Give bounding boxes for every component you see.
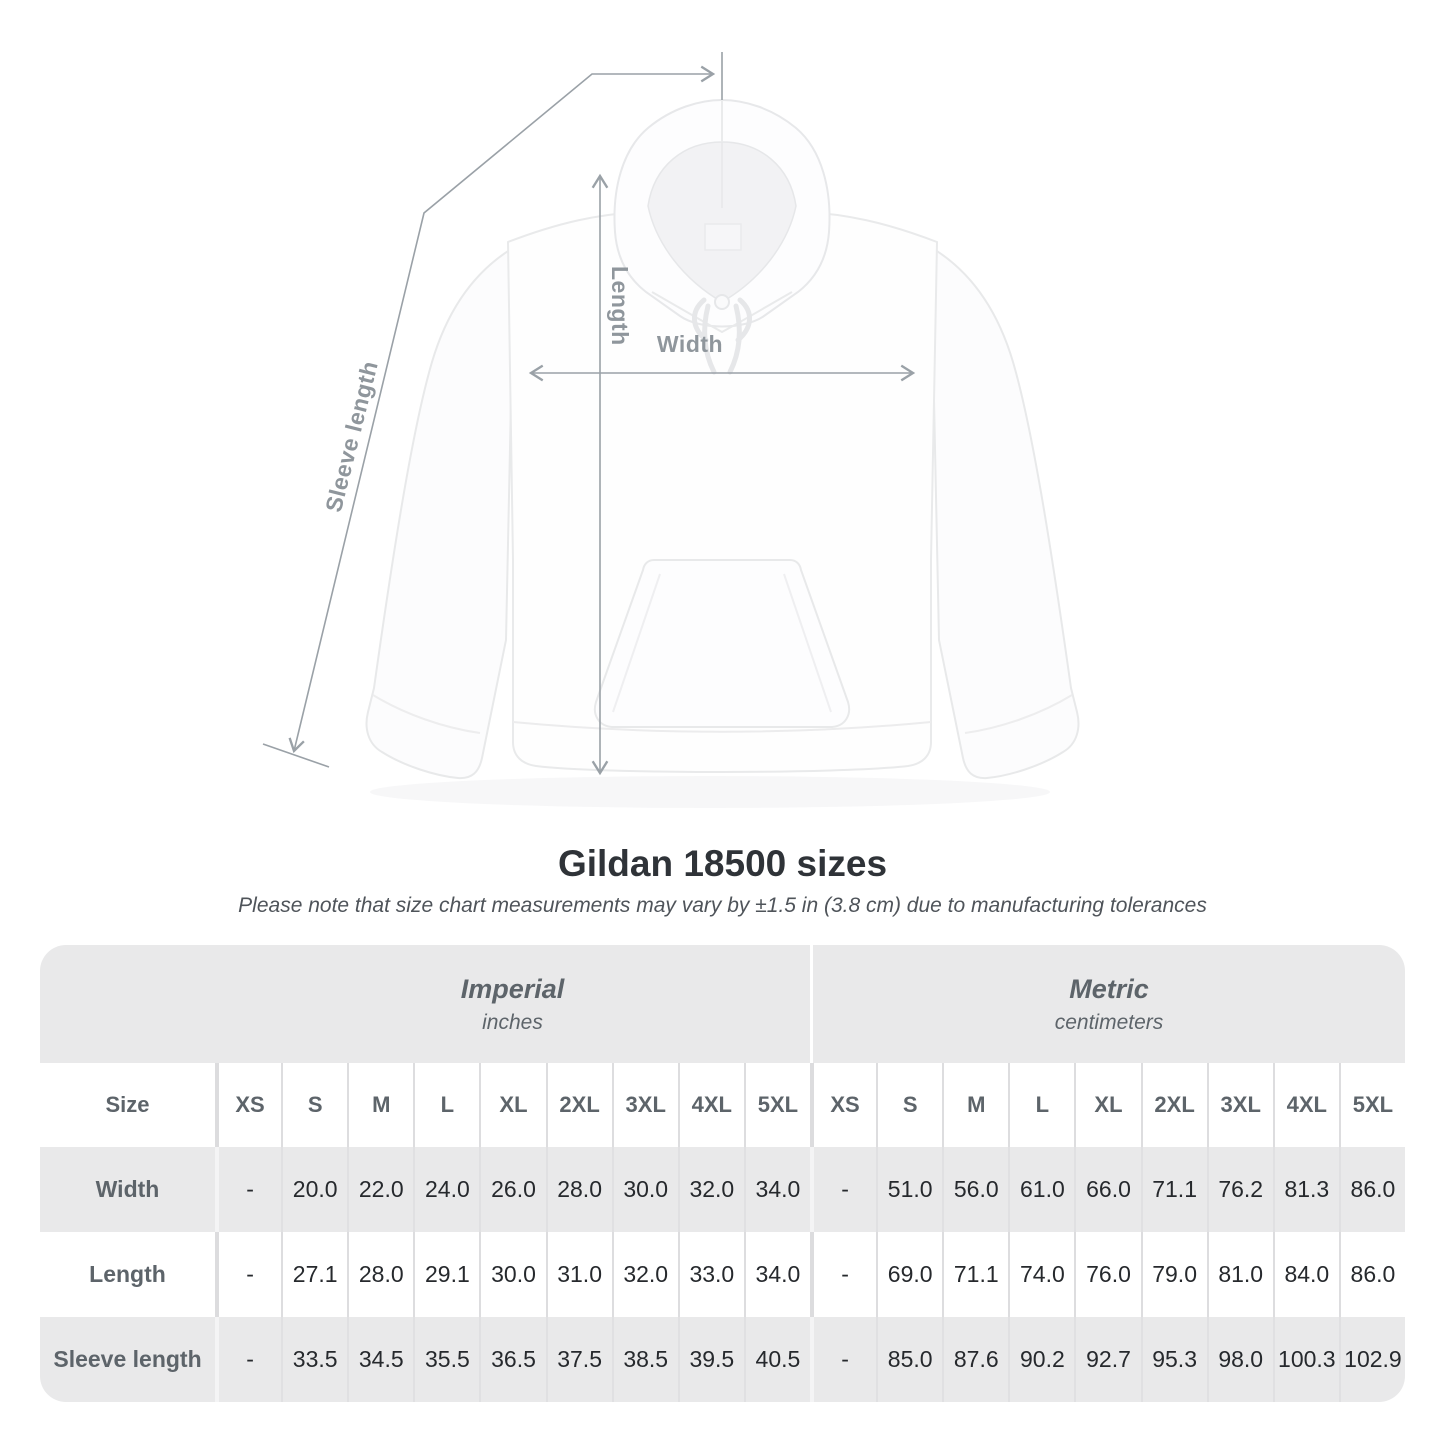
metric-label: Metric — [1069, 973, 1149, 1004]
length-metric-4xl: 84.0 — [1273, 1232, 1339, 1317]
width-metric-xl: 66.0 — [1074, 1147, 1140, 1232]
width-imperial-xs: - — [215, 1147, 281, 1232]
length-metric-2xl: 79.0 — [1141, 1232, 1207, 1317]
size-header-row — [40, 1063, 1405, 1147]
sleeve-length-imperial-s: 33.5 — [281, 1317, 347, 1402]
sleeve-length-metric-2xl: 95.3 — [1141, 1317, 1207, 1402]
width-metric-5xl: 86.0 — [1339, 1147, 1405, 1232]
length-imperial-3xl: 32.0 — [612, 1232, 678, 1317]
page-title: Gildan 18500 sizes — [557, 843, 888, 884]
sleeve-length-row-label: Sleeve length — [53, 1346, 202, 1372]
imperial-label: Imperial — [460, 973, 565, 1004]
width-row — [40, 1147, 1405, 1232]
metric-unit-label: centimeters — [1054, 1010, 1164, 1034]
size-header-metric-l: L — [1008, 1063, 1074, 1147]
width-metric-4xl: 81.3 — [1273, 1147, 1339, 1232]
width-imperial-2xl: 28.0 — [546, 1147, 612, 1232]
length-imperial-4xl: 33.0 — [678, 1232, 744, 1317]
sleeve-length-metric-4xl: 100.3 — [1273, 1317, 1339, 1402]
tolerance-note: Please note that size chart measurements may vary by ±1.5 in (3.8 cm) due to manufacturing tolerances — [238, 894, 1207, 917]
size-header-imperial-s: S — [281, 1063, 347, 1147]
size-table-body — [40, 1147, 1405, 1402]
sleeve-cuff-tick — [263, 744, 329, 767]
sleeve-length-metric-xl: 92.7 — [1074, 1317, 1140, 1402]
size-header-imperial-m: M — [347, 1063, 413, 1147]
size-header-metric-xl: XL — [1074, 1063, 1140, 1147]
width-imperial-xl: 26.0 — [479, 1147, 545, 1232]
size-header-imperial-xs: XS — [215, 1063, 281, 1147]
size-header-imperial-4xl: 4XL — [678, 1063, 744, 1147]
width-imperial-4xl: 32.0 — [678, 1147, 744, 1232]
length-metric-5xl: 86.0 — [1339, 1232, 1405, 1317]
size-header-metric-3xl: 3XL — [1207, 1063, 1273, 1147]
length-metric-m: 71.1 — [942, 1232, 1008, 1317]
width-imperial-3xl: 30.0 — [612, 1147, 678, 1232]
length-metric-xs: - — [810, 1232, 876, 1317]
sleeve-length-imperial-l: 35.5 — [413, 1317, 479, 1402]
width-imperial-m: 22.0 — [347, 1147, 413, 1232]
length-metric-s: 69.0 — [876, 1232, 942, 1317]
size-header-metric-xs: XS — [810, 1063, 876, 1147]
length-metric-3xl: 81.0 — [1207, 1232, 1273, 1317]
length-measure-label: Length — [607, 266, 633, 346]
size-header-metric-2xl: 2XL — [1141, 1063, 1207, 1147]
size-header-imperial-5xl: 5XL — [744, 1063, 810, 1147]
metric-group-header — [810, 945, 1405, 1063]
sleeve-length-metric-5xl: 102.9 — [1339, 1317, 1405, 1402]
width-metric-l: 61.0 — [1008, 1147, 1074, 1232]
length-imperial-xl: 30.0 — [479, 1232, 545, 1317]
sleeve-length-imperial-m: 34.5 — [347, 1317, 413, 1402]
width-imperial-s: 20.0 — [281, 1147, 347, 1232]
length-metric-xl: 76.0 — [1074, 1232, 1140, 1317]
size-header-imperial-xl: XL — [479, 1063, 545, 1147]
length-imperial-5xl: 34.0 — [744, 1232, 810, 1317]
sleeve-length-imperial-2xl: 37.5 — [546, 1317, 612, 1402]
unit-group-spacer — [40, 945, 215, 1063]
length-row — [40, 1232, 1405, 1317]
sleeve-length-imperial-xl: 36.5 — [479, 1317, 545, 1402]
sleeve-length-metric-xs: - — [810, 1317, 876, 1402]
unit-group-header-row — [40, 945, 1405, 1063]
sleeve-length-metric-m: 87.6 — [942, 1317, 1008, 1402]
length-row-label: Length — [89, 1261, 166, 1287]
size-column-header: Size — [105, 1092, 150, 1117]
hoodie-illustration — [367, 100, 1079, 808]
sleeve-length-imperial-4xl: 39.5 — [678, 1317, 744, 1402]
size-table — [40, 945, 1405, 1402]
sleeve-length-metric-l: 90.2 — [1008, 1317, 1074, 1402]
size-header-metric-m: M — [942, 1063, 1008, 1147]
imperial-group-header — [215, 945, 810, 1063]
width-imperial-l: 24.0 — [413, 1147, 479, 1232]
length-imperial-2xl: 31.0 — [546, 1232, 612, 1317]
sleeve-length-metric-3xl: 98.0 — [1207, 1317, 1273, 1402]
width-metric-2xl: 71.1 — [1141, 1147, 1207, 1232]
sleeve-length-row — [40, 1317, 1405, 1402]
width-row-label: Width — [95, 1176, 160, 1202]
sleeve-length-imperial-3xl: 38.5 — [612, 1317, 678, 1402]
width-metric-3xl: 76.2 — [1207, 1147, 1273, 1232]
width-metric-xs: - — [810, 1147, 876, 1232]
width-metric-m: 56.0 — [942, 1147, 1008, 1232]
size-header-imperial-l: L — [413, 1063, 479, 1147]
floor-shadow — [370, 776, 1050, 808]
length-imperial-l: 29.1 — [413, 1232, 479, 1317]
length-imperial-xs: - — [215, 1232, 281, 1317]
size-header-imperial-2xl: 2XL — [546, 1063, 612, 1147]
right-sleeve — [913, 238, 1078, 778]
length-imperial-s: 27.1 — [281, 1232, 347, 1317]
size-header-metric-4xl: 4XL — [1273, 1063, 1339, 1147]
sleeve-length-imperial-5xl: 40.5 — [744, 1317, 810, 1402]
width-measure-label: Width — [656, 331, 724, 357]
length-imperial-m: 28.0 — [347, 1232, 413, 1317]
size-header-metric-s: S — [876, 1063, 942, 1147]
sleeve-length-metric-s: 85.0 — [876, 1317, 942, 1402]
size-header-imperial-3xl: 3XL — [612, 1063, 678, 1147]
width-imperial-5xl: 34.0 — [744, 1147, 810, 1232]
imperial-unit-label: inches — [482, 1010, 543, 1034]
neck-label — [705, 224, 741, 250]
sleeve-length-measure-label: Sleeve length — [320, 358, 383, 515]
size-header-metric-5xl: 5XL — [1339, 1063, 1405, 1147]
length-metric-l: 74.0 — [1008, 1232, 1074, 1317]
sleeve-length-imperial-xs: - — [215, 1317, 281, 1402]
width-metric-s: 51.0 — [876, 1147, 942, 1232]
